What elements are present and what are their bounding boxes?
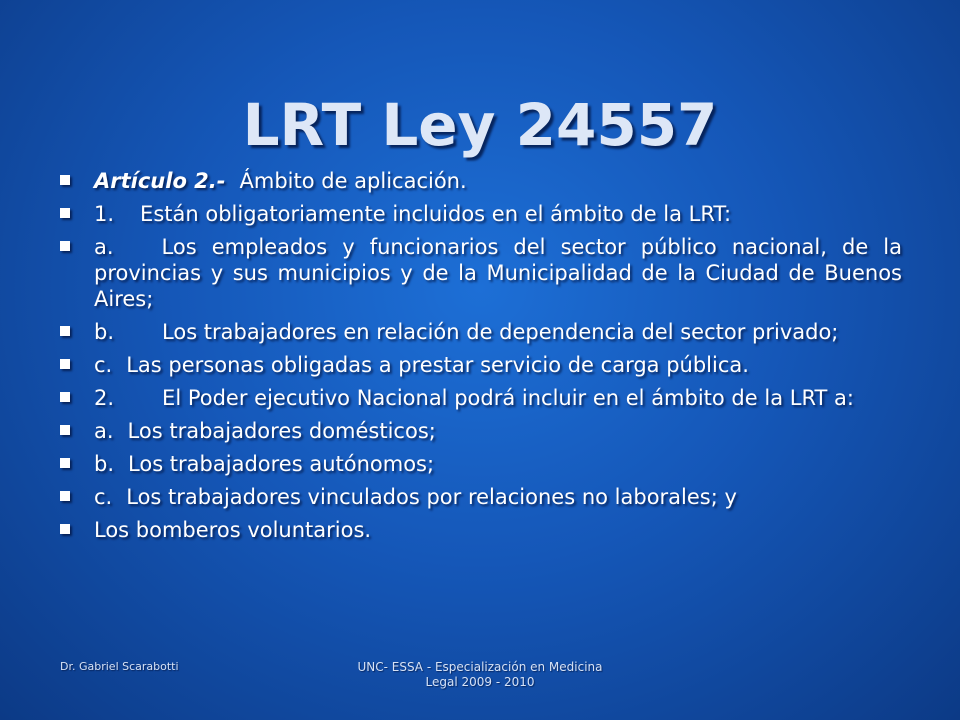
list-item-text: Los bomberos voluntarios. — [94, 518, 372, 542]
footer-course — [310, 660, 650, 690]
list-item-text: Están obligatoriamente incluidos en el ámbito de la LRT: — [140, 202, 732, 226]
footer-course-line2: Legal 2009 - 2010 — [425, 675, 535, 689]
list-item-text: Los trabajadores en relación de dependencia del sector privado; — [162, 320, 839, 344]
square-bullet-icon — [60, 458, 70, 468]
footer-author: Dr. Gabriel Scarabotti — [60, 660, 179, 673]
list-item — [60, 517, 902, 543]
square-bullet-icon — [60, 175, 70, 185]
list-item — [60, 418, 902, 444]
list-item-prefix: 2. — [94, 386, 115, 410]
list-item-text: Los empleados y funcionarios del sector público nacional, de la provincias y sus municipios y de la Municipalidad de la Ciudad de Buenos Aires; — [94, 235, 902, 311]
list-item — [60, 234, 902, 312]
list-item — [60, 319, 902, 345]
list-item-prefix: b. — [94, 452, 115, 476]
list-item-prefix: a. — [94, 419, 114, 443]
slide-title: LRT Ley 24557 — [242, 90, 718, 159]
list-item — [60, 484, 902, 510]
square-bullet-icon — [60, 359, 70, 369]
square-bullet-icon — [60, 326, 70, 336]
list-item-prefix: c. — [94, 353, 113, 377]
list-item-text: Los trabajadores autónomos; — [128, 452, 435, 476]
square-bullet-icon — [60, 392, 70, 402]
list-item-text: Ámbito de aplicación. — [239, 169, 467, 193]
list-item-prefix: b. — [94, 320, 115, 344]
list-item — [60, 385, 902, 411]
footer-course-line1: UNC- ESSA - Especialización en Medicina — [357, 660, 603, 674]
list-item-text: Los trabajadores vinculados por relaciones no laborales; y — [126, 485, 737, 509]
square-bullet-icon — [60, 241, 70, 251]
article-heading: Artículo 2.- — [94, 169, 226, 193]
list-item-prefix: 1. — [94, 202, 115, 226]
bullet-list — [60, 168, 902, 550]
square-bullet-icon — [60, 524, 70, 534]
list-item — [60, 451, 902, 477]
square-bullet-icon — [60, 208, 70, 218]
square-bullet-icon — [60, 425, 70, 435]
list-item-prefix: a. — [94, 235, 114, 259]
list-item-text: Los trabajadores domésticos; — [127, 419, 436, 443]
list-item-text: Las personas obligadas a prestar servicio de carga pública. — [126, 353, 749, 377]
list-item-prefix: c. — [94, 485, 113, 509]
list-item-text: El Poder ejecutivo Nacional podrá incluir en el ámbito de la LRT a: — [162, 386, 854, 410]
list-item — [60, 352, 902, 378]
list-item — [60, 201, 902, 227]
list-item — [60, 168, 902, 194]
square-bullet-icon — [60, 491, 70, 501]
